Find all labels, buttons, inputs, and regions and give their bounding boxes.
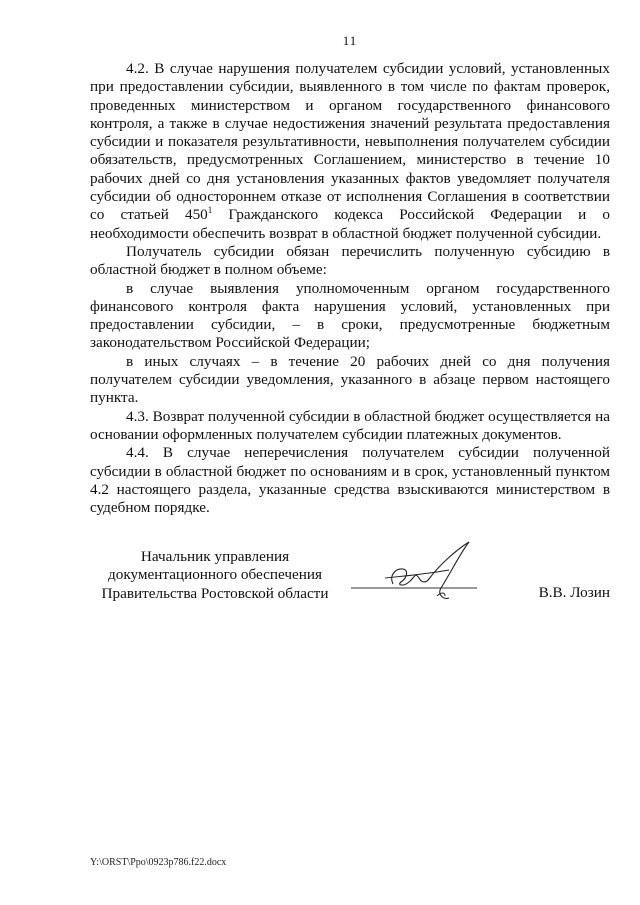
paragraph-case-violation: в случае выявления уполномоченным органом государственного финансового контроля факта нарушения условий, установленных при предоставлении субсидии, – в сроки, предусмотренные бюджетным законодательством Российской Федерации;	[90, 279, 610, 352]
paragraph-4-3: 4.3. Возврат полученной субсидии в областной бюджет осуществляется на основании оформленных получателем субсидии платежных документов.	[90, 407, 610, 443]
article-superscript: 1	[207, 205, 213, 216]
paragraph-other-cases: в иных случаях – в течение 20 рабочих дней со дня получения получателем субсидии уведомления, указанного в абзаце первом настоящего пункта.	[90, 352, 610, 407]
signature-block	[90, 548, 610, 608]
paragraph-4-2-text: 4.2. В случае нарушения получателем субсидии условий, установленных при предоставлении субсидии, выявленного в том числе по фактам проверок, проведенных министерством и органом государственного финансового контроля, а также в случае недостижения значений результата предоставления субсидии и показателя результативности, невыполнения получателем субсидии обязательств, предусмотренных Соглашением, министерство в течение 10 рабочих дней со дня установления указанных фактов уведомляет получателя субсидии об одностороннем отказе от исполнения Соглашения в соответствии со статьей 450	[90, 60, 610, 224]
paragraph-4-4: 4.4. В случае неперечисления получателем субсидии полученной субсидии в областной бюджет по основаниям и в срок, установленный пунктом 4.2 настоящего раздела, указанные средства взыскиваются министерством в судебном порядке.	[90, 444, 610, 517]
page-number: 11	[342, 33, 358, 48]
signatory-title-line-3: Правительства Ростовской области	[101, 584, 329, 602]
document-body	[90, 60, 610, 517]
signatory-title	[90, 548, 340, 603]
signatory-title-line-2: документационного обеспечения	[108, 566, 322, 584]
signatory-title-line-1: Начальник управления	[140, 548, 290, 565]
file-path-footer: Y:\ORST\Ppo\0923p786.f22.docx	[90, 857, 227, 868]
signatory-name: В.В. Лозин	[538, 584, 610, 601]
paragraph-4-2-text-end: Гражданского кодекса Российской Федерации и о необходимости обеспечить возврат в областной бюджет полученной субсидии.	[90, 206, 610, 242]
handwritten-signature	[345, 538, 485, 610]
paragraph-return-obligation: Получатель субсидии обязан перечислить полученную субсидию в областной бюджет в полном объеме:	[90, 242, 610, 279]
paragraph-4-2	[90, 60, 610, 243]
